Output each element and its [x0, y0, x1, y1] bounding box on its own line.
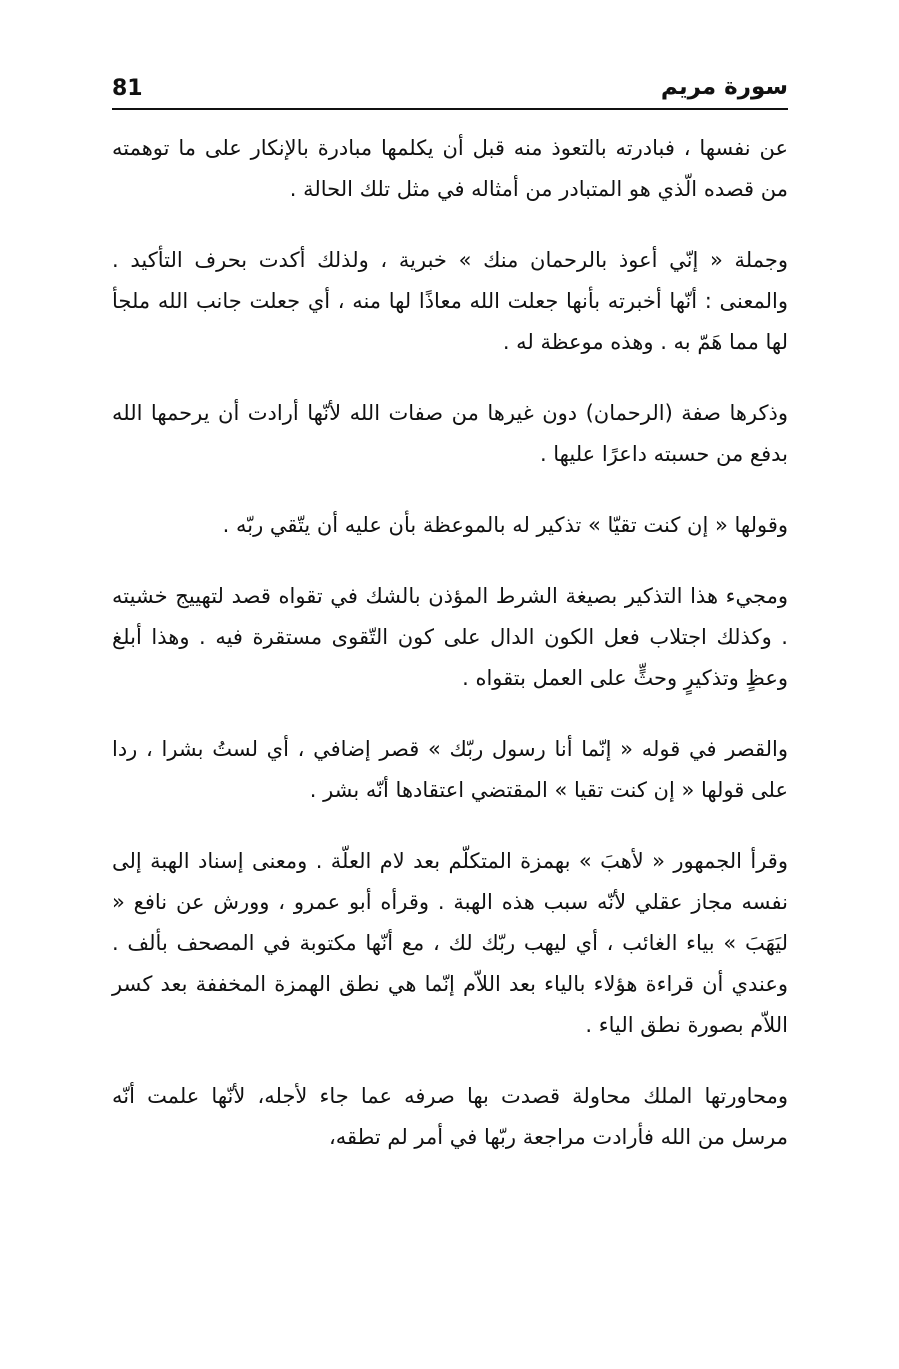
- paragraph-5: ومجيء هذا التذكير بصيغة الشرط المؤذن بالشك في تقواه قصد لتهييج خشيته . وكذلك اجتلاب فعل الكون الدال على كون التّقوى مستقرة فيه . وهذا أبلغ وعظٍ وتذكيرٍ وحثٍّ على العمل بتقواه .: [112, 584, 788, 690]
- running-header: [112, 72, 788, 110]
- paragraph-3: وذكرها صفة (الرحمان) دون غيرها من صفات الله لأنّها أرادت أن يرحمها الله بدفع من حسبته داعرًا عليها .: [112, 401, 788, 466]
- paragraph-2: وجملة « إنّي أعوذ بالرحمان منك » خبرية ، ولذلك أكدت بحرف التأكيد . والمعنى : أنّها أخبرته بأنها جعلت الله معاذًا لها منه ، أي جعلت جانب الله ملجأ لها مما هَمّ به . وهذه موعظة له .: [112, 248, 788, 354]
- paragraph-4: وقولها « إن كنت تقيّا » تذكير له بالموعظة بأن عليه أن يتّقي ربّه .: [222, 513, 788, 537]
- paragraph-8: ومحاورتها الملك محاولة قصدت بها صرفه عما جاء لأجله، لأنّها علمت أنّه مرسل من الله فأرادت مراجعة ربّها في أمر لم تطقه،: [112, 1084, 788, 1149]
- paragraph-1: عن نفسها ، فبادرته بالتعوذ منه قبل أن يكلمها مبادرة بالإنكار على ما توهمته من قصده الّذي هو المتبادر من أمثاله في مثل تلك الحالة .: [112, 136, 788, 201]
- paragraph-7: وقرأ الجمهور « لأهبَ » بهمزة المتكلّم بعد لام العلّة . ومعنى إسناد الهبة إلى نفسه مجاز عقلي لأنّه سبب هذه الهبة . وقرأه أبو عمرو ، وورش عن نافع « ليَهَبَ » بياء الغائب ، أي ليهب ربّك لك ، مع أنّها مكتوبة في المصحف بألف . وعندي أن قراءة هؤلاء بالياء بعد اللاّم إنّما هي نطق الهمزة المخففة بعد كسر اللاّم بصورة نطق الياء .: [112, 849, 788, 1037]
- paragraph-6: والقصر في قوله « إنّما أنا رسول ربّك » قصر إضافي ، أي لستُ بشرا ، ردا على قولها « إن كنت تقيا » المقتضي اعتقادها أنّه بشر .: [112, 737, 788, 802]
- body-text: [112, 128, 788, 1158]
- surah-title: سورة مريم: [660, 74, 788, 100]
- page-number: 81: [112, 76, 143, 101]
